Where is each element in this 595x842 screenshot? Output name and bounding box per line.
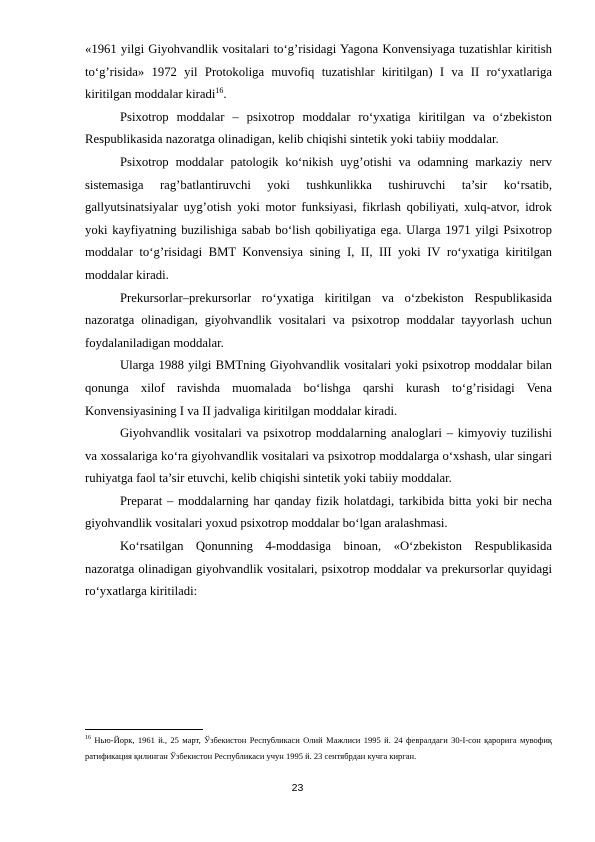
paragraph-6: Giyohvandlik vositalari va psixotrop moddalarning analoglari – kimyoviy tuzilishi va xossalariga ko‘ra giyohvandlik vositalari va psixotrop moddalarga o‘xshash, ular singari ruhiyatga faol ta’sir etuvchi, kelib chiqishi sintetik yoki tabiiy moddalar. <box>85 426 552 486</box>
footnote-mark: 16 <box>85 735 91 742</box>
paragraph-8: Ko‘rsatilgan Qonunning 4-moddasiga binoan, «O‘zbekiston Respublikasida nazoratga olinadigan giyohvandlik vositalari, psixotrop moddalar va prekursorlar quyidagi ro‘yxatlarga kiritiladi: <box>85 539 552 599</box>
footnote-text: Нью-Йорк, 1961 й., 25 март, Ўзбекистон Республикаси Олий Мажлиси 1995 й. 24 февралдаги 30-I-сон қарорига мувофиқ ратификация қилинган Ўзбекистон Республикаси учун 1995 й. 23 сентябрдан кучга кирган. <box>85 735 552 761</box>
paragraph-3: Psixotrop moddalar patologik ko‘nikish uyg’otishi va odamning markaziy nerv sistemasiga rag’batlantiruvchi yoki tushkunlikka tushiruvchi ta’sir ko‘rsatib, gallyutsinatsiyalar uyg’otish yoki motor funksiyasi, fikrlash qobiliyati, xulq-atvor, idrok yoki kayfiyatning buzilishiga sabab bo‘lish qobiliyatiga ega. Ularga 1971 yilgi Psixotrop moddalar to‘g’risidagi BMT Konvensiya sining I, II, III yoki IV ro‘yxatiga kiritilgan moddalar kiradi. <box>85 154 552 282</box>
paragraph-7: Preparat – moddalarning har qanday fizik holatdagi, tarkibida bitta yoki bir necha giyohvandlik vositalari yoxud psixotrop moddalar bo‘lgan aralashmasi. <box>85 493 552 531</box>
paragraph-5: Ularga 1988 yilgi BMTning Giyohvandlik vositalari yoki psixotrop moddalar bilan qonunga xilof ravishda muomalada bo‘lishga qarshi kurash to‘g’risidagi Vena Konvensiyasining I va II jadvaliga kiritilgan moddalar kiradi. <box>85 358 552 418</box>
page-number: 23 <box>291 782 304 794</box>
paragraph-1-text: «1961 yilgi Giyohvandlik vositalari to‘g’risidagi Yagona Konvensiyaga tuzatishlar kiritish to‘g’risida» 1972 yil Protokoliga muvofiq tuzatishlar kiritilgan) I va II ro‘yxatlariga kiritilgan moddalar kiradi <box>85 42 552 102</box>
footnote-divider <box>85 729 203 730</box>
document-body <box>85 38 552 603</box>
paragraph-2: Psixotrop moddalar – psixotrop moddalar ro‘yxatiga kiritilgan va o‘zbekiston Respublikasida nazoratga olinadigan, kelib chiqishi sintetik yoki tabiiy moddalar. <box>85 109 552 147</box>
paragraph-1 <box>85 38 552 106</box>
footnote <box>85 733 552 764</box>
paragraph-1-tail: . <box>223 87 227 102</box>
paragraph-4: Prekursorlar–prekursorlar ro‘yxatiga kiritilgan va o‘zbekiston Respublikasida nazoratga olinadigan, giyohvandlik vositalari va psixotrop moddalar tayyorlash uchun foydalaniladigan moddalar. <box>85 290 552 350</box>
footnote-reference[interactable]: 16 <box>215 85 224 95</box>
